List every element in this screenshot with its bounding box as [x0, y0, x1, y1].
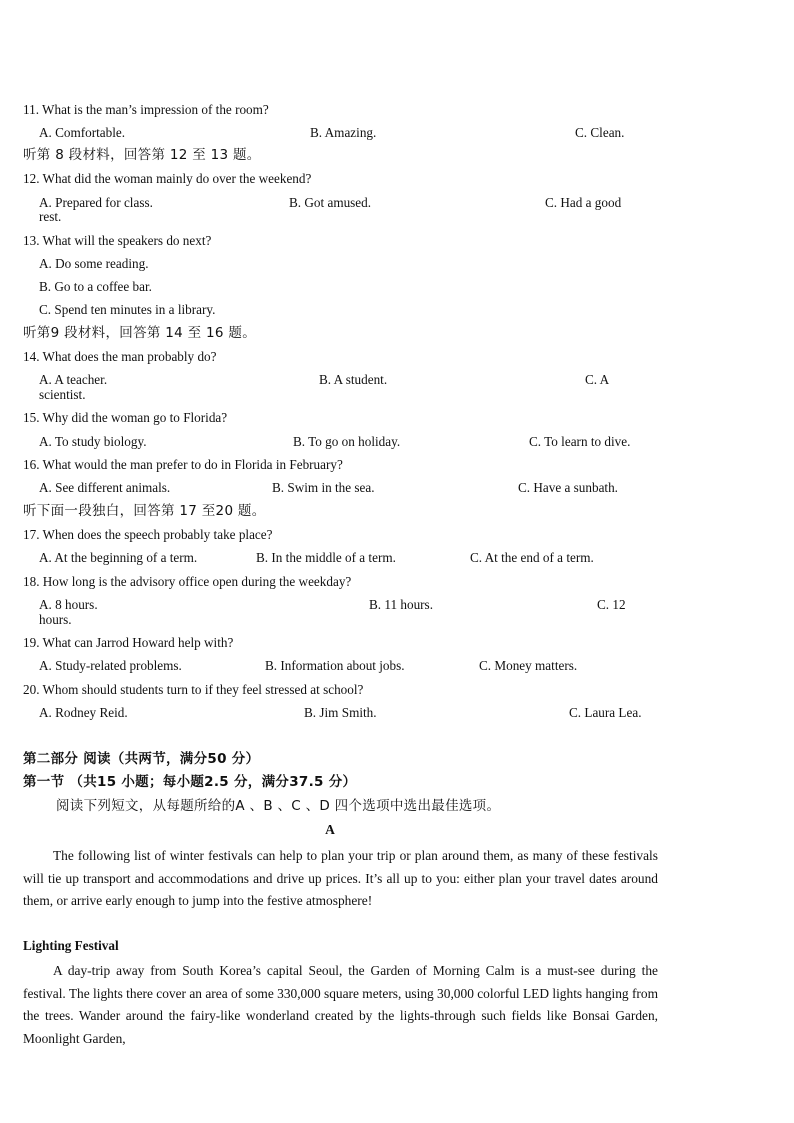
q11-option-a: A. Comfortable.: [39, 125, 126, 140]
q13-option-a: A. Do some reading.: [39, 256, 149, 271]
q14-option-c: C. A: [585, 372, 610, 387]
q12-option-c: C. Had a good: [545, 195, 622, 210]
q14-option-c-continued: scientist.: [39, 387, 86, 402]
q18-option-a: A. 8 hours.: [39, 597, 98, 612]
part2-heading: 第二部分 阅读（共两节，满分50 分）: [23, 751, 260, 767]
question-14: 14. What does the man probably do?: [23, 349, 217, 364]
reading-directions: 阅读下列短文，从每题所给的A 、B 、C 、D 四个选项中选出最佳选项。: [56, 798, 501, 814]
q16-option-b: B. Swim in the sea.: [272, 480, 375, 495]
q16-option-a: A. See different animals.: [39, 480, 171, 495]
question-18: 18. How long is the advisory office open during the weekday?: [23, 574, 352, 589]
passage-intro: [23, 845, 658, 913]
instruction-monologue: 听下面一段独白，回答第 17 至20 题。: [23, 503, 266, 519]
q18-option-b: B. 11 hours.: [369, 597, 433, 612]
q13-option-c: C. Spend ten minutes in a library.: [39, 302, 216, 317]
question-12: 12. What did the woman mainly do over the weekend?: [23, 171, 312, 186]
q14-option-b: B. A student.: [319, 372, 388, 387]
q20-option-c: C. Laura Lea.: [569, 705, 642, 720]
q15-option-a: A. To study biology.: [39, 434, 147, 449]
q15-option-c: C. To learn to dive.: [529, 434, 631, 449]
question-16: 16. What would the man prefer to do in Florida in February?: [23, 457, 343, 472]
q17-option-c: C. At the end of a term.: [470, 550, 594, 565]
q13-option-b: B. Go to a coffee bar.: [39, 279, 152, 294]
q15-option-b: B. To go on holiday.: [293, 434, 401, 449]
q19-option-a: A. Study-related problems.: [39, 658, 182, 673]
instruction-passage-8: 听第 8 段材料，回答第 12 至 13 题。: [23, 147, 261, 163]
question-17: 17. When does the speech probably take place?: [23, 527, 273, 542]
q19-option-c: C. Money matters.: [479, 658, 578, 673]
passage-body: [23, 960, 658, 1050]
q12-option-b: B. Got amused.: [289, 195, 372, 210]
q16-option-c: C. Have a sunbath.: [518, 480, 618, 495]
instruction-passage-9: 听第9 段材料，回答第 14 至 16 题。: [23, 325, 257, 341]
section-subhead: Lighting Festival: [23, 938, 119, 953]
q12-option-c-continued: rest.: [39, 209, 62, 224]
q20-option-b: B. Jim Smith.: [304, 705, 377, 720]
question-13: 13. What will the speakers do next?: [23, 233, 212, 248]
section1-heading: 第一节 （共15 小题；每小题2.5 分，满分37.5 分）: [23, 774, 357, 790]
q14-option-a: A. A teacher.: [39, 372, 108, 387]
question-15: 15. Why did the woman go to Florida?: [23, 410, 228, 425]
q17-option-a: A. At the beginning of a term.: [39, 550, 198, 565]
passage-letter: A: [325, 822, 335, 837]
q20-option-a: A. Rodney Reid.: [39, 705, 128, 720]
q18-option-c-continued: hours.: [39, 612, 72, 627]
passage-intro-text: The following list of winter festivals can help to plan your trip or plan around them, as many of these festivals will tie up transport and accommodations and drive up prices. It’s all up to you: either plan your travel dates around them, or arrive early enough to jump into the festive atmosphere!: [23, 848, 658, 908]
q11-option-c: C. Clean.: [575, 125, 625, 140]
question-20: 20. Whom should students turn to if they feel stressed at school?: [23, 682, 364, 697]
question-11: 11. What is the man’s impression of the room?: [23, 102, 269, 117]
question-19: 19. What can Jarrod Howard help with?: [23, 635, 234, 650]
q12-option-a: A. Prepared for class.: [39, 195, 153, 210]
q17-option-b: B. In the middle of a term.: [256, 550, 396, 565]
q19-option-b: B. Information about jobs.: [265, 658, 405, 673]
q18-option-c: C. 12: [597, 597, 626, 612]
q11-option-b: B. Amazing.: [310, 125, 377, 140]
passage-body-text: A day-trip away from South Korea’s capital Seoul, the Garden of Morning Calm is a must-see during the festival. The lights there cover an area of some 330,000 square meters, using 30,000 colorful LED lights hanging from the trees. Wander around the fairy-like wonderland created by the lights-through such fields like Bonsai Garden, Moonlight Garden,: [23, 963, 658, 1046]
